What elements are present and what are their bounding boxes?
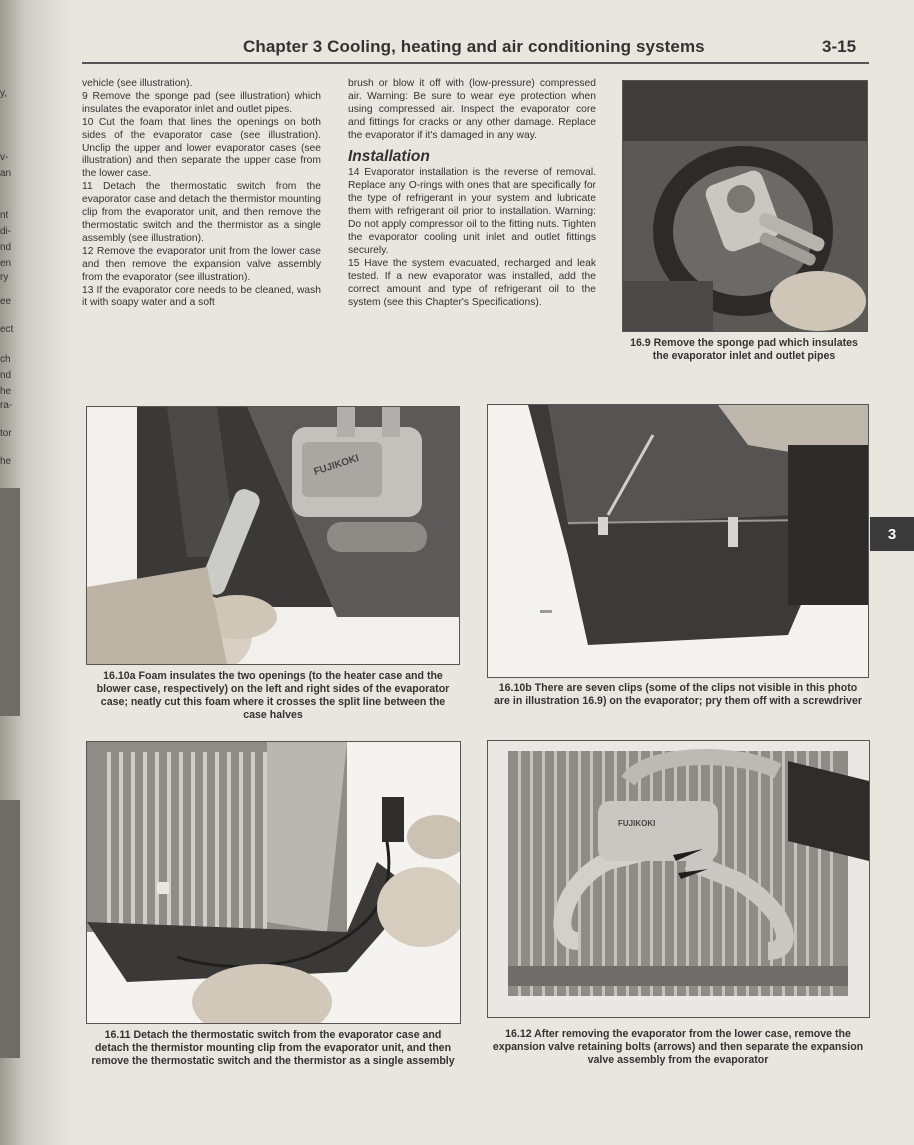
gutter-fragment: ee bbox=[0, 296, 12, 307]
gutter-fragment: nd bbox=[0, 242, 12, 253]
photo-16-10a bbox=[86, 406, 460, 665]
section-heading: Installation bbox=[348, 147, 430, 165]
paragraph: 9 Remove the sponge pad (see illustration) which insulates the evaporator inlet and outlet pipes. bbox=[82, 90, 321, 115]
gutter-fragment: nt bbox=[0, 210, 9, 221]
gutter-fragment: he bbox=[0, 456, 12, 467]
text-column-2 bbox=[348, 78, 596, 309]
gutter-fragment: y, bbox=[0, 88, 8, 99]
page-number: 3-15 bbox=[822, 37, 857, 56]
caption-16-10b: 16.10b There are seven clips (some of the clips not visible in this photo are in illustration 16.9) on the evaporator; pry them off with a screwdriver bbox=[494, 682, 862, 707]
paragraph: 14 Evaporator installation is the reverse of removal. Replace any O-rings with ones that are specifically for the type of refrigerant in your system and lubricate them with refrigerant oil prior to installation. Warning: Do not apply compressor oil to the fitting nuts. Tighten the evaporator cooling unit inlet and outlet fittings securely. bbox=[348, 167, 596, 256]
gutter-fragment: tor bbox=[0, 428, 12, 439]
header-rule bbox=[82, 62, 869, 64]
chapter-tab: 3 bbox=[870, 517, 914, 551]
gutter-photo-edge bbox=[0, 800, 20, 1058]
paragraph: 12 Remove the evaporator unit from the lower case and then remove the expansion valve assembly from the evaporator (see illustration). bbox=[82, 245, 321, 283]
gutter-fragment: ra- bbox=[0, 400, 13, 411]
gutter-fragment: en bbox=[0, 258, 12, 269]
gutter-fragment: nd bbox=[0, 370, 12, 381]
paragraph: 15 Have the system evacuated, recharged and leak tested. If a new evaporator was installed, add the correct amount and type of refrigerant oil to the system (see this Chapter's Specifications). bbox=[348, 257, 596, 308]
paragraph: 11 Detach the thermostatic switch from the evaporator case and detach the thermistor mounting clip from the evaporator unit, and then remove the thermostatic switch and the thermistor as a single assembly (see illustration). bbox=[82, 181, 321, 244]
paragraph: 13 If the evaporator core needs to be cleaned, wash it with soapy water and a soft bbox=[82, 284, 321, 309]
page-header-title: Chapter 3 Cooling, heating and air conditioning systems bbox=[243, 37, 705, 56]
caption-16-12: 16.12 After removing the evaporator from the lower case, remove the expansion valve retaining bolts (arrows) and then separate the expansion valve assembly from the evaporator bbox=[492, 1028, 864, 1066]
gutter-fragment: an bbox=[0, 168, 12, 179]
caption-16-9: 16.9 Remove the sponge pad which insulates the evaporator inlet and outlet pipes bbox=[630, 337, 858, 362]
gutter-fragment: di- bbox=[0, 226, 12, 237]
paragraph: vehicle (see illustration). bbox=[82, 78, 193, 89]
photo-16-12 bbox=[487, 740, 870, 1018]
caption-16-10a: 16.10a Foam insulates the two openings (to the heater case and the blower case, respectively) on the left and right sides of the evaporator case; neatly cut this foam where it crosses the split line between the case halves bbox=[96, 670, 450, 721]
photo-16-9 bbox=[622, 80, 868, 332]
paragraph: brush or blow it off with (low-pressure) compressed air. Warning: Be sure to wear eye protection when using compressed air. Inspect the evaporator core and fittings for cracks or any other damage. Replace the evaporator if it's damaged in any way. bbox=[348, 78, 596, 141]
gutter-fragment: ect bbox=[0, 324, 14, 335]
valve-brand-label: FUJIKOKI bbox=[312, 452, 361, 478]
text-column-1 bbox=[82, 78, 321, 310]
gutter-fragment: ch bbox=[0, 354, 11, 365]
gutter-photo-edge bbox=[0, 488, 20, 716]
photo-16-11 bbox=[86, 741, 461, 1024]
caption-16-11: 16.11 Detach the thermostatic switch from the evaporator case and detach the thermistor mounting clip from the evaporator unit, and then remove the thermostatic switch and the thermistor as a single assembly bbox=[91, 1029, 455, 1067]
gutter-fragment: v- bbox=[0, 152, 9, 163]
gutter-fragment: he bbox=[0, 386, 12, 397]
paragraph: 10 Cut the foam that lines the openings on both sides of the evaporator case (see illustration). Unclip the upper and lower evaporator cases (see illustration) and then separate the upper case from the lower case. bbox=[82, 116, 321, 180]
gutter-fragment: ry bbox=[0, 272, 9, 283]
valve-brand-label: FUJIKOKI bbox=[618, 819, 656, 828]
photo-16-10b bbox=[487, 404, 869, 678]
